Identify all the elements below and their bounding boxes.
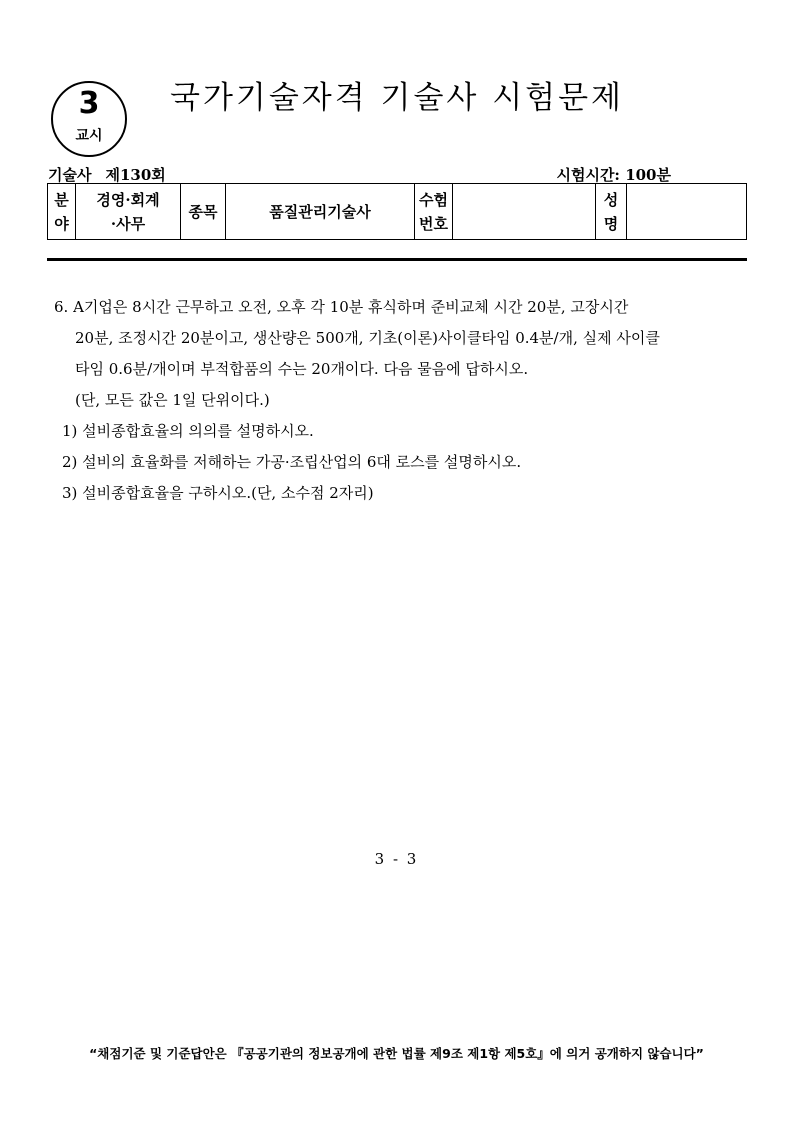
field-value: 경영·회계 ·사무	[76, 184, 181, 240]
question-text-line: 6. A기업은 8시간 근무하고 오전, 오후 각 10분 휴식하며 준비교체 시간 20분, 고장시간	[54, 298, 629, 316]
period-badge	[51, 81, 127, 157]
exam-duration: 시험시간: 100분	[556, 166, 671, 184]
period-label: 교시	[75, 128, 103, 144]
item-label: 종목	[181, 184, 226, 240]
sub-question: 3) 설비종합효율을 구하시오.(단, 소수점 2자리)	[62, 484, 374, 502]
sub-question: 2) 설비의 효율화를 저해하는 가공·조립산업의 6대 로스를 설명하시오.	[62, 453, 522, 471]
period-number: 3	[78, 86, 100, 121]
exam-title: 국가기술자격 기술사 시험문제	[170, 80, 625, 116]
exam-info-table	[47, 183, 747, 240]
sub-question: 1) 설비종합효율의 의의를 설명하시오.	[62, 422, 314, 440]
header-divider	[47, 258, 747, 261]
question-6	[54, 292, 754, 509]
item-value: 품질관리기술사	[226, 184, 415, 240]
session-category: 기술사	[48, 166, 92, 184]
exam-number-field[interactable]	[453, 184, 596, 240]
name-label: 성 명	[596, 184, 627, 240]
exam-number-label: 수험 번호	[415, 184, 453, 240]
name-field[interactable]	[627, 184, 747, 240]
footer-notice: “채점기준 및 기준답안은 『공공기관의 정보공개에 관한 법률 제9조 제1항 제5호』에 의거 공개하지 않습니다”	[89, 1046, 704, 1061]
question-text-line: 20분, 조정시간 20분이고, 생산량은 500개, 기초(이론)사이클타임 0.4분/개, 실제 사이클	[75, 329, 660, 347]
page-number: 3 - 3	[374, 850, 419, 868]
field-label: 분 야	[48, 184, 76, 240]
session-round: 제130회	[105, 166, 166, 184]
session-info	[48, 164, 180, 185]
question-text-line: 타임 0.6분/개이며 부적합품의 수는 20개이다. 다음 물음에 답하시오.	[75, 360, 529, 378]
question-note: (단, 모든 값은 1일 단위이다.)	[75, 391, 270, 409]
